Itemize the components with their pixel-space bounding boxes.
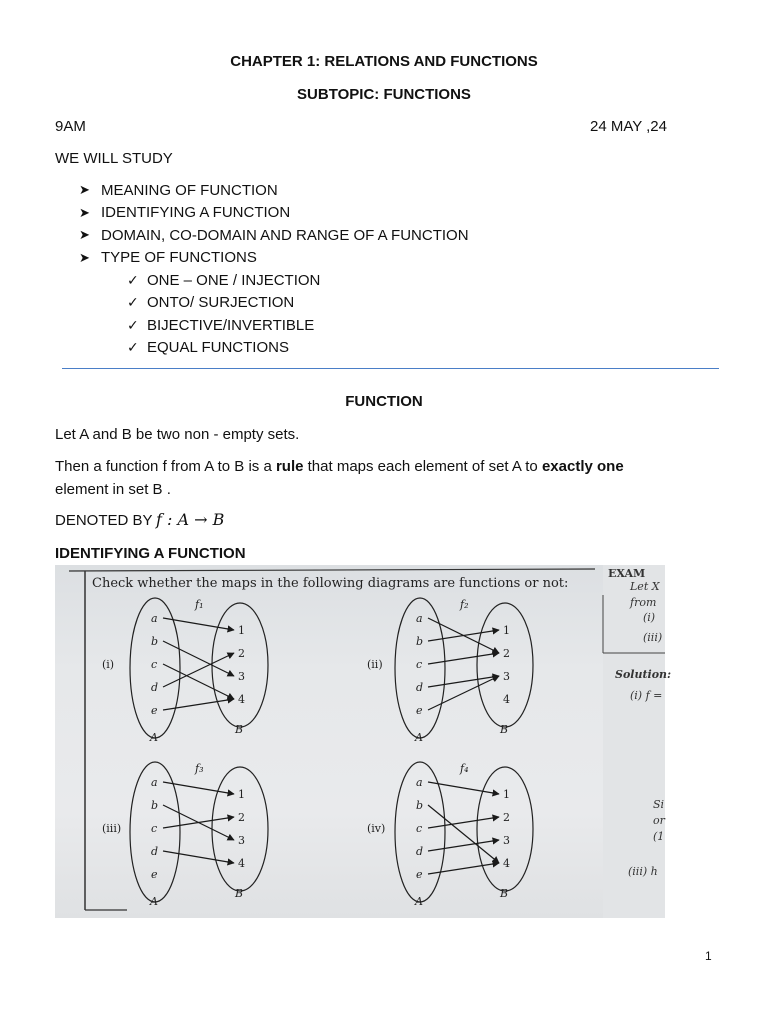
mapping-arrow: [428, 863, 499, 874]
function-title: FUNCTION: [345, 393, 423, 410]
side-text: Let X: [630, 580, 660, 593]
chapter-title: CHAPTER 1: RELATIONS AND FUNCTIONS: [230, 53, 538, 70]
function-name: f₃: [195, 762, 204, 775]
domain-element: b: [151, 799, 159, 812]
mapping-arrow: [163, 851, 234, 863]
set-a-label: A: [415, 731, 423, 744]
list-item-label: ONE – ONE / INJECTION: [147, 271, 321, 289]
definition-line-3: element in set B .: [55, 481, 171, 498]
domain-element: d: [416, 681, 424, 694]
arrowhead-bullet-icon: ➤: [79, 227, 90, 243]
set-b-oval: [212, 603, 268, 727]
codomain-element: 4: [238, 693, 245, 706]
list-item-label: ONTO/ SURJECTION: [147, 294, 295, 312]
domain-element: e: [416, 704, 423, 717]
arrowhead-bullet-icon: ➤: [79, 204, 90, 220]
denoted-by-label: DENOTED BY: [55, 512, 153, 529]
arrow-diagram: [367, 762, 533, 908]
domain-element: e: [416, 868, 423, 881]
set-b-label: B: [500, 723, 509, 736]
subtopic-title: SUBTOPIC: FUNCTIONS: [297, 86, 471, 103]
set-b-oval: [477, 603, 533, 727]
domain-element: d: [151, 845, 159, 858]
set-b-oval: [477, 767, 533, 891]
function-notation: f : A → B: [156, 510, 225, 529]
set-a-label: A: [150, 731, 158, 744]
function-name: f₂: [460, 598, 469, 611]
list-item: [79, 224, 469, 247]
domain-element: b: [151, 635, 159, 648]
diagram-label: (ii): [367, 658, 383, 671]
checkmark-icon: ✓: [127, 316, 139, 333]
list-item-label: TYPE OF FUNCTIONS: [101, 249, 257, 267]
mapping-arrow: [163, 699, 234, 710]
set-a-label: A: [415, 895, 423, 908]
diagram-label: (iii): [102, 822, 122, 835]
side-text: (iii): [643, 631, 663, 644]
checkmark-icon: ✓: [127, 339, 139, 356]
domain-element: c: [151, 822, 158, 835]
diagram-label: (i): [102, 658, 115, 671]
list-item-label: BIJECTIVE/INVERTIBLE: [147, 316, 315, 334]
mapping-arrow: [163, 817, 234, 828]
page-number: 1: [705, 949, 712, 963]
domain-element: d: [416, 845, 424, 858]
list-item-label: MEANING OF FUNCTION: [101, 181, 278, 199]
diagram-label: (iv): [367, 822, 386, 835]
textbook-photo: [55, 565, 672, 918]
list-item: [127, 337, 320, 360]
mapping-arrow: [428, 630, 499, 641]
checkmark-icon: ✓: [127, 294, 139, 311]
list-item: [127, 269, 320, 292]
set-b-label: B: [500, 887, 509, 900]
function-types-list: [127, 269, 320, 359]
domain-element: c: [416, 822, 423, 835]
codomain-element: 3: [238, 670, 245, 683]
photo-caption: Check whether the maps in the following diagrams are functions or not:: [92, 576, 569, 591]
list-item-label: IDENTIFYING A FUNCTION: [101, 204, 291, 222]
codomain-element: 4: [503, 857, 510, 870]
side-text: (iii) h: [628, 865, 658, 878]
arrowhead-bullet-icon: ➤: [79, 182, 90, 198]
set-b-oval: [212, 767, 268, 891]
study-list: [79, 179, 469, 269]
list-item: [79, 179, 469, 202]
arrow-diagram: [102, 762, 268, 908]
list-item-label: DOMAIN, CO-DOMAIN AND RANGE OF A FUNCTION: [101, 226, 469, 244]
date-label: 24 MAY ,24: [590, 118, 667, 135]
mapping-arrow: [163, 618, 234, 630]
codomain-element: 3: [238, 834, 245, 847]
definition-line-1: Let A and B be two non - empty sets.: [55, 426, 300, 443]
domain-element: d: [151, 681, 159, 694]
domain-element: c: [151, 658, 158, 671]
codomain-element: 2: [503, 647, 510, 660]
codomain-element: 1: [503, 624, 510, 637]
side-text: (1: [653, 830, 665, 843]
arrow-diagram: [367, 598, 533, 744]
side-text: or: [653, 814, 665, 827]
side-text: Solution:: [615, 668, 672, 681]
side-text: (i) f =: [630, 689, 663, 702]
domain-element: c: [416, 658, 423, 671]
mapping-arrow: [428, 840, 499, 851]
codomain-element: 3: [503, 670, 510, 683]
time-label: 9AM: [55, 118, 86, 135]
domain-element: a: [151, 776, 158, 789]
list-item-label: EQUAL FUNCTIONS: [147, 339, 289, 357]
domain-element: a: [151, 612, 158, 625]
set-b-label: B: [235, 887, 244, 900]
domain-element: a: [416, 776, 423, 789]
side-text: Si: [653, 798, 665, 811]
section-divider: [62, 368, 719, 369]
domain-element: e: [151, 704, 158, 717]
codomain-element: 1: [503, 788, 510, 801]
mapping-arrow: [428, 805, 499, 863]
domain-element: b: [416, 635, 424, 648]
emphasis-rule: rule: [275, 458, 304, 475]
identifying-heading: IDENTIFYING A FUNCTION: [55, 545, 246, 562]
function-name: f₁: [195, 598, 204, 611]
text-run: Then a function f from A to B is a: [55, 458, 276, 475]
codomain-element: 2: [503, 811, 510, 824]
study-heading: WE WILL STUDY: [55, 150, 173, 167]
emphasis-exactly-one: exactly one: [541, 458, 624, 475]
list-item: [127, 314, 320, 337]
side-text: from: [630, 596, 657, 609]
mapping-arrow: [428, 817, 499, 828]
arrow-diagram: [102, 598, 268, 744]
codomain-element: 1: [238, 624, 245, 637]
arrowhead-bullet-icon: ➤: [79, 249, 90, 265]
set-b-label: B: [235, 723, 244, 736]
codomain-element: 2: [238, 647, 245, 660]
list-item: [79, 202, 469, 225]
domain-element: b: [416, 799, 424, 812]
domain-element: e: [151, 868, 158, 881]
arrow-diagrams-figure: [55, 565, 672, 918]
list-item: [127, 292, 320, 315]
mapping-arrow: [428, 782, 499, 794]
codomain-element: 4: [503, 693, 510, 706]
definition-line-2: [55, 458, 624, 475]
checkmark-icon: ✓: [127, 271, 139, 288]
function-name: f₄: [460, 762, 469, 775]
codomain-element: 3: [503, 834, 510, 847]
set-a-label: A: [150, 895, 158, 908]
list-item: [79, 247, 469, 270]
codomain-element: 4: [238, 857, 245, 870]
text-run: that maps each element of set A to: [303, 458, 542, 475]
codomain-element: 1: [238, 788, 245, 801]
mapping-arrow: [163, 782, 234, 794]
side-text: EXAM: [608, 567, 646, 580]
codomain-element: 2: [238, 811, 245, 824]
domain-element: a: [416, 612, 423, 625]
mapping-arrow: [428, 653, 499, 664]
side-text: (i): [643, 611, 656, 624]
